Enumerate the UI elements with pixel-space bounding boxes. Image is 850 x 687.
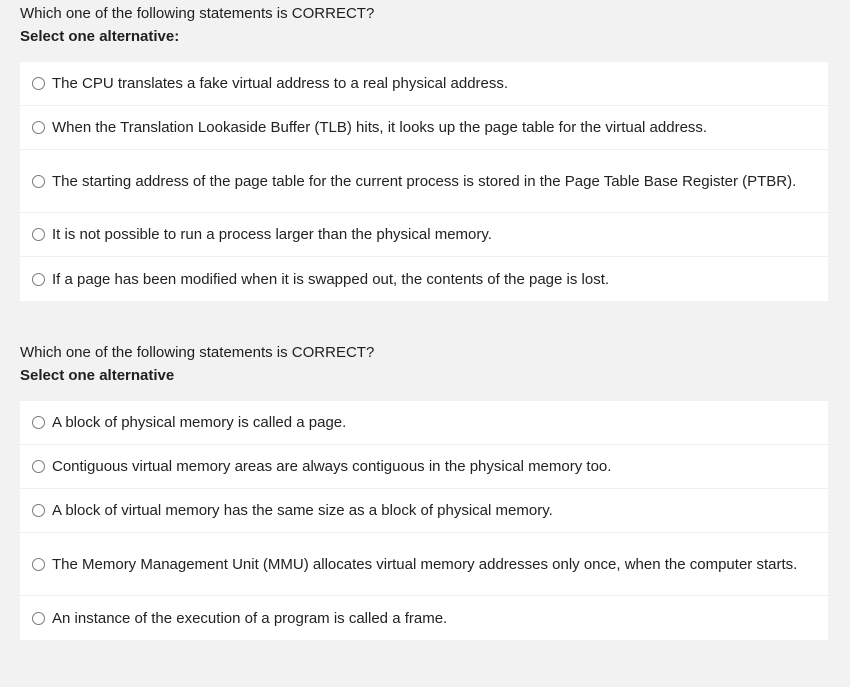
option-label: A block of physical memory is called a page. bbox=[52, 414, 347, 431]
question-2-instruction: Select one alternative bbox=[20, 367, 175, 384]
question-1-option-4[interactable] bbox=[20, 213, 828, 257]
question-1-option-1[interactable] bbox=[20, 62, 828, 106]
question-1-options bbox=[20, 62, 828, 301]
question-2-prompt: Which one of the following statements is CORRECT? bbox=[20, 344, 375, 361]
option-label: It is not possible to run a process larger than the physical memory. bbox=[52, 226, 492, 243]
option-label: The Memory Management Unit (MMU) allocates virtual memory addresses only once, when the computer starts. bbox=[52, 555, 798, 573]
question-1-option-5[interactable] bbox=[20, 257, 828, 301]
question-1-instruction: Select one alternative: bbox=[20, 28, 180, 45]
radio-button-icon[interactable] bbox=[32, 121, 45, 134]
question-1-prompt: Which one of the following statements is CORRECT? bbox=[20, 5, 375, 22]
radio-button-icon[interactable] bbox=[32, 416, 45, 429]
radio-button-icon[interactable] bbox=[32, 460, 45, 473]
radio-button-icon[interactable] bbox=[32, 228, 45, 241]
radio-button-icon[interactable] bbox=[32, 558, 45, 571]
radio-button-icon[interactable] bbox=[32, 273, 45, 286]
question-1-option-2[interactable] bbox=[20, 106, 828, 150]
option-label: Contiguous virtual memory areas are always contiguous in the physical memory too. bbox=[52, 458, 612, 475]
question-2-option-5[interactable] bbox=[20, 596, 828, 640]
question-1-option-3[interactable] bbox=[20, 150, 828, 213]
radio-button-icon[interactable] bbox=[32, 504, 45, 517]
question-2-options bbox=[20, 401, 828, 640]
radio-button-icon[interactable] bbox=[32, 77, 45, 90]
option-label: If a page has been modified when it is swapped out, the contents of the page is lost. bbox=[52, 270, 610, 288]
question-2 bbox=[20, 343, 828, 640]
radio-button-icon[interactable] bbox=[32, 612, 45, 625]
option-label: An instance of the execution of a program is called a frame. bbox=[52, 609, 448, 627]
option-label: When the Translation Lookaside Buffer (TLB) hits, it looks up the page table for the virtual address. bbox=[52, 119, 708, 136]
question-2-option-4[interactable] bbox=[20, 533, 828, 596]
question-1 bbox=[20, 4, 828, 301]
option-label: The CPU translates a fake virtual address to a real physical address. bbox=[52, 75, 509, 92]
question-2-option-3[interactable] bbox=[20, 489, 828, 533]
question-2-option-2[interactable] bbox=[20, 445, 828, 489]
option-label: The starting address of the page table for the current process is stored in the Page Table Base Register (PTBR). bbox=[52, 172, 797, 190]
option-label: A block of virtual memory has the same size as a block of physical memory. bbox=[52, 502, 553, 519]
question-2-option-1[interactable] bbox=[20, 401, 828, 445]
radio-button-icon[interactable] bbox=[32, 175, 45, 188]
